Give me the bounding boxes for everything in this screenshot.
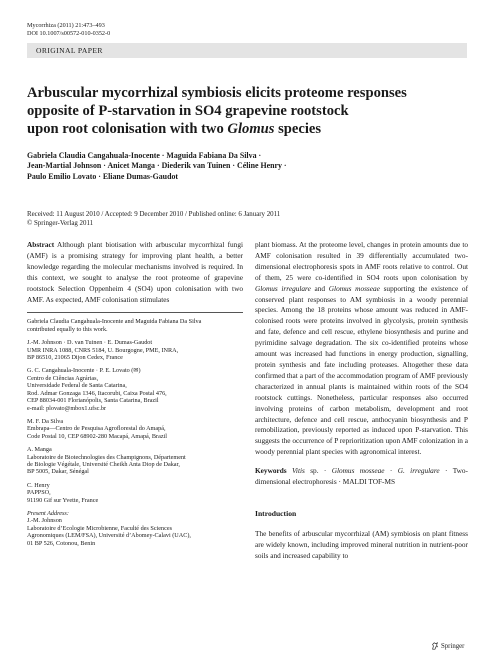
- keyword-separator: ·: [384, 466, 398, 476]
- keyword-2de: Two-dimensional electrophoresis: [255, 466, 468, 486]
- species-glomus-irregulare: Glomus irregulare: [255, 283, 311, 293]
- affil-line: 91190 Gif sur Yvette, France: [27, 496, 99, 504]
- affil-line: G. C. Cangahuala-Inocente · P. E. Lovato (✉): [27, 367, 141, 375]
- affiliation-macapa: [27, 418, 243, 440]
- publication-dates: [27, 211, 280, 228]
- affiliations: [27, 318, 243, 547]
- title-line-3-suffix: species: [274, 121, 322, 137]
- affil-line: Agronomiques (LEM/FSA), Université d’Abomey-Calavi (UAC),: [27, 532, 191, 540]
- authors-line-3: Paulo Emilio Lovato · Eliane Dumas-Gaudot: [27, 171, 179, 181]
- authors-line-1: Gabriela Claudia Cangahuala-Inocente · Maguida Fabiana Da Silva ·: [27, 151, 262, 160]
- affil-line: Universidade Federal de Santa Catarina,: [27, 382, 127, 390]
- copyright-line: © Springer-Verlag 2011: [27, 219, 94, 227]
- paper-type-badge: ORIGINAL PAPER: [27, 43, 467, 58]
- keyword-separator: ·: [336, 476, 343, 486]
- keyword-vitis: Vitis: [292, 466, 305, 476]
- journal-line: Mycorrhiza (2011) 21:473–493: [27, 22, 105, 29]
- keyword-maldi: MALDI TOF-MS: [342, 476, 396, 486]
- affil-line: UMR INRA 1088, CNRS 5184, U. Bourgogne, PME, INRA,: [27, 346, 179, 354]
- right-column: [255, 240, 468, 569]
- keyword-separator: ·: [439, 466, 453, 476]
- abstract-right: [255, 240, 468, 458]
- footnote-divider: [27, 312, 243, 313]
- email-line: e-mail: plovato@mbox1.ufsc.br: [27, 404, 107, 412]
- affil-line: Gabriela Claudia Cangahuala-Inocente and Maguida Fabiana Da Silva: [27, 318, 202, 326]
- doi-line: DOI 10.1007/s00572-010-0352-0: [27, 30, 111, 37]
- species-glomus-mosseae: Glomus mosseae: [328, 283, 380, 293]
- affil-line: de Biologie Végétale, Université Cheikh Anta Diop de Dakar,: [27, 460, 180, 468]
- affil-line: BP 86510, 21065 Dijon Cedex, France: [27, 354, 123, 362]
- present-address: [27, 510, 243, 547]
- affiliation-florianopolis: [27, 367, 243, 411]
- affil-line: Laboratoire d’Ecologie Microbienne, Faculté des Sciences: [27, 524, 173, 532]
- abstract-left: [27, 240, 243, 305]
- affil-line: Embrapa—Centro de Pesquisa Agroflorestal do Amapá,: [27, 425, 166, 433]
- affil-line: 01 BP 526, Cotonou, Benin: [27, 539, 96, 547]
- left-column: [27, 240, 243, 553]
- publisher-name: Springer: [441, 642, 465, 650]
- springer-horse-icon: [431, 642, 439, 650]
- introduction-heading: Introduction: [255, 509, 297, 519]
- introduction-text: The benefits of arbuscular mycorrhizal (AM) symbiosis on plant fitness are widely known, including improved mineral nutrition in nutrient-poor soils and increased capability to: [255, 529, 468, 560]
- affil-line: J.-M. Johnson: [27, 517, 62, 525]
- title-genus: Glomus: [227, 121, 275, 137]
- article-title: [27, 84, 467, 138]
- affil-line: Laboratoire de Biotechnologies des Champignons, Département: [27, 453, 186, 461]
- abstract-text-right-2: and: [310, 283, 329, 293]
- affil-line: PAPPSO,: [27, 489, 51, 497]
- abstract-text-left: Although plant biotisation with arbuscular mycorrhizal fungi (AMF) is a promising strategy for improving plant health, a better knowledge regarding the molecular mechanisms involved is required. In this context, we sought to analyse the root proteome of grapevine rootstock Selection Oppenheim 4 (SO4) upon colonisation with two AMF. As expected, AMF colonisation stimulates: [27, 240, 243, 304]
- keyword-vitis-suffix: sp.: [304, 466, 319, 476]
- affil-line: M. F. Da Silva: [27, 417, 64, 425]
- affil-line: A. Manga: [27, 446, 52, 454]
- title-line-3: [27, 120, 467, 138]
- affil-line: Code Postal 10, CEP 68902-280 Macapá, Amapá, Brazil: [27, 432, 167, 440]
- affil-line: CEP 88034-001 Florianópolis, Santa Catarina, Brazil: [27, 397, 159, 405]
- present-address-label: Present Address:: [27, 509, 69, 517]
- abstract-text-right-1: plant biomass. At the proteome level, changes in protein amounts due to AMF colonisation resulted in 39 differentially accumulated two-dimensional electrophoresis spots in AMF roots relative to control. Out of them, 25 were co-identified in SO4 roots upon colonisation by: [255, 240, 468, 282]
- title-line-2: opposite of P-starvation in SO4 grapevine rootstock: [27, 103, 349, 119]
- affil-line: Rod. Admar Gonzaga 1346, Itacorubi, Caixa Postal 476,: [27, 389, 167, 397]
- journal-citation: [27, 22, 110, 38]
- affil-line: Centro de Ciências Agrárias,: [27, 374, 99, 382]
- abstract-label: Abstract: [27, 240, 55, 249]
- affiliation-dijon: [27, 339, 243, 361]
- affil-line: J.-M. Johnson · D. van Tuinen · E. Dumas-Gaudot: [27, 339, 153, 347]
- affiliation-dakar: [27, 446, 243, 476]
- keyword-g-irregulare: G. irregulare: [397, 466, 440, 476]
- abstract-text-right-3: supporting the existence of conserved plant responses to AM symbiosis in a woody perennial species. Among the 18 proteins whose amount was reduced in AMF-colonised roots were proteins involved in glycolysis, protein synthesis and fate, defence and cell rescue, ethylene biosynthesis and purine and pyrimidine salvage degradation. The six co-identified proteins whose amount was increased had functions in energy production, signalling, protein synthesis and fate including proteases. Altogether these data confirmed that a part of the accommodation program of AMF previously characterized in annual plants is maintained within roots of the SO4 rootstock cuttings. Nonetheless, particular responses also occurred involving proteins of carbon metabolism, development and root architecture, defence and cell rescue, anthocyanin biosynthesis and P remobilization, previously reported as induced upon P-starvation. This suggests the occurrence of P reprioritization upon AMF colonization in a woody perennial plant species with agronomical interest.: [255, 283, 469, 457]
- keyword-glomus-mosseae: Glomus mosseae: [331, 466, 385, 476]
- authors-line-2: Jean-Martial Johnson · Anicet Manga · Diederik van Tuinen · Céline Henry ·: [27, 161, 287, 171]
- affiliation-gif: [27, 482, 243, 504]
- title-line-3-prefix: upon root colonisation with two: [27, 121, 228, 137]
- affil-line: contributed equally to this work.: [27, 325, 108, 333]
- keywords-label: Keywords: [255, 466, 287, 476]
- keywords: [255, 466, 468, 487]
- publisher-mark: [431, 642, 464, 650]
- affil-line: C. Henry: [27, 481, 50, 489]
- keyword-separator: ·: [318, 466, 332, 476]
- dates-line: Received: 11 August 2010 / Accepted: 9 December 2010 / Published online: 6 January 2011: [27, 211, 281, 218]
- title-line-1: Arbuscular mycorrhizal symbiosis elicits proteome responses: [27, 85, 407, 101]
- affil-line: BP 5005, Dakar, Sénégal: [27, 468, 89, 476]
- author-list: [27, 151, 467, 182]
- equal-contribution-note: [27, 318, 243, 333]
